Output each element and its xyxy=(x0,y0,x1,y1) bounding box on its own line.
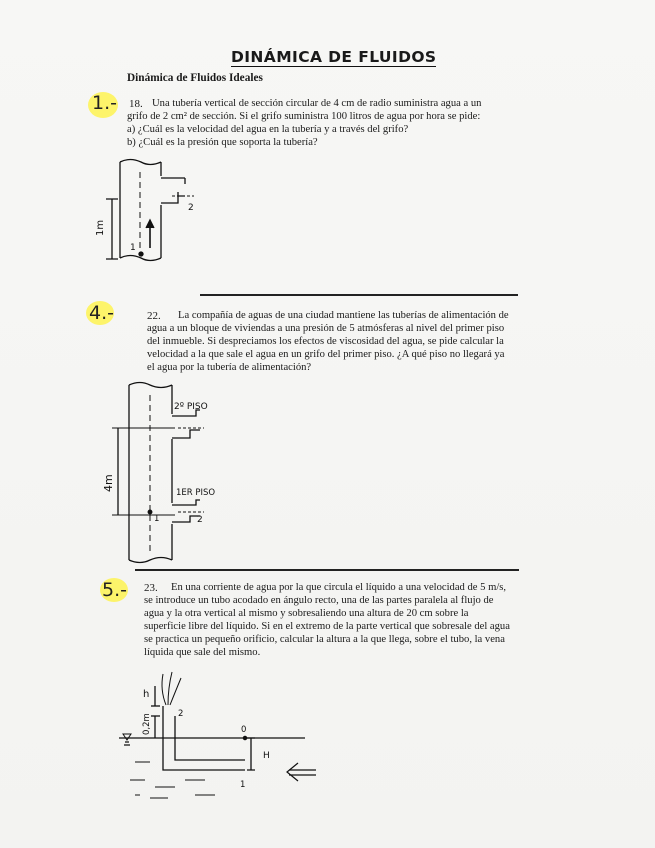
jet-height-label: h xyxy=(143,689,150,700)
problem-18-line-1: Una tubería vertical de sección circular de 4 cm de radio suministra agua a un xyxy=(152,98,482,109)
figure-3-point-2: 2 xyxy=(178,709,184,719)
water-lines xyxy=(130,762,225,798)
figure-3-point-0: 0 xyxy=(241,725,247,735)
water-jet xyxy=(162,672,181,705)
problem-22-line-1: La compañía de aguas de una ciudad mantiene las tuberías de alimentación de xyxy=(178,310,509,321)
figure-2-height-label: 4m xyxy=(102,474,115,492)
problem-23-line-5: se practica un pequeño orificio, calcular la altura a la que llega, sobre el tubo, la vena xyxy=(144,634,505,645)
handwritten-mark-5: 5.- xyxy=(102,579,127,601)
figure-1-height-label: 1m xyxy=(95,219,106,236)
page-title: DINÁMICA DE FLUIDOS xyxy=(231,48,437,66)
pipe-top-break xyxy=(120,160,161,165)
handwritten-mark-1: 1.- xyxy=(92,92,117,114)
problem-number-23: 23. xyxy=(144,582,158,594)
problem-23-line-2: se introduce un tubo acodado en ángulo recto, una de las partes paralela al flujo de xyxy=(144,595,494,606)
figure-1-point-1: 1 xyxy=(130,243,136,253)
tap-outline xyxy=(161,178,185,203)
lower-floor-label: 1ER PISO xyxy=(176,488,216,498)
upper-tap xyxy=(172,410,200,438)
tube-height-label: 0,2m xyxy=(142,713,152,735)
problem-23-line-3: agua y la otra vertical al mismo y sobresaliendo una altura de 20 cm sobre la xyxy=(144,608,469,619)
section-divider-1 xyxy=(200,294,518,296)
problem-18-line-4: b) ¿Cuál es la presión que soporta la tubería? xyxy=(127,137,318,148)
section-divider-2 xyxy=(135,569,519,571)
figure-1-point-2: 2 xyxy=(188,203,194,213)
problem-22-line-4: velocidad a la que sale el agua en un grifo del primer piso. ¿A qué piso no llegará ya xyxy=(147,349,505,360)
section-subtitle: Dinámica de Fluidos Ideales xyxy=(127,72,263,84)
problem-18-line-2: grifo de 2 cm² de sección. Si el grifo suministra 100 litros de agua por hora se pide: xyxy=(127,111,481,122)
problem-23-line-1: En una corriente de agua por la que circula el líquido a una velocidad de 5 m/s, xyxy=(171,582,507,593)
problem-22-line-2: agua a un bloque de viviendas a una presión de 5 atmósferas al nivel del primer piso xyxy=(147,323,505,334)
problem-number-18: 18. xyxy=(129,98,143,110)
problem-18-line-3: a) ¿Cuál es la velocidad del agua en la tubería y a través del grifo? xyxy=(127,124,409,135)
problem-number-22: 22. xyxy=(147,310,161,322)
depth-label: H xyxy=(263,751,270,761)
figure-1-pipe-diagram xyxy=(106,160,194,261)
upper-floor-label: 2º PISO xyxy=(174,402,208,412)
figure-2-point-2: 2 xyxy=(197,515,203,525)
figure-2-point-1: 1 xyxy=(154,514,160,524)
problem-22-line-5: el agua por la tubería de alimentación? xyxy=(147,362,312,373)
problem-23-line-6: líquida que sale del mismo. xyxy=(144,647,261,658)
figure-3-point-1: 1 xyxy=(240,780,246,790)
lower-tap xyxy=(172,500,200,522)
flow-direction-arrow xyxy=(289,770,316,775)
surface-marker xyxy=(123,734,131,740)
problem-22-line-3: del inmueble. Si despreciamos los efectos de viscosidad del agua, se pide calcular la xyxy=(147,336,504,347)
handwritten-mark-4: 4.- xyxy=(89,302,114,324)
problem-23-line-4: superficie libre del líquido. Si en el extremo de la parte vertical que sobresale del agua xyxy=(144,621,510,632)
